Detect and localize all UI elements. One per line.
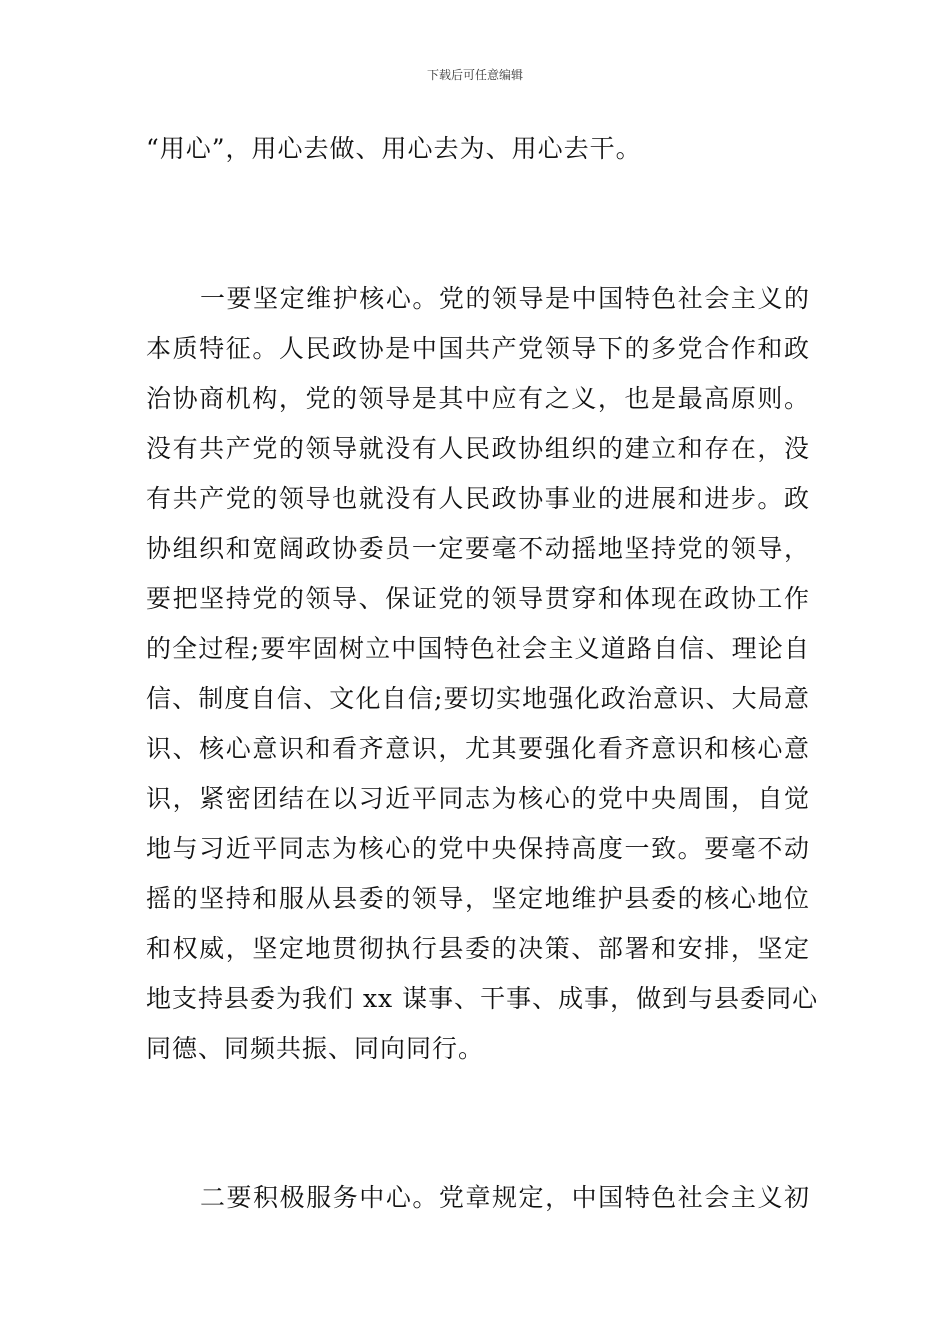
text-line: 同德、同频共振、同向同行。	[146, 1034, 485, 1063]
paragraph-continuation	[146, 124, 810, 174]
text-line: 一要坚定维护核心。党的领导是中国特色社会主义的	[200, 284, 810, 313]
text-line: 二要积极服务中心。党章规定，中国特色社会主义初	[200, 1183, 810, 1212]
text-line: 识、核心意识和看齐意识，尤其要强化看齐意识和核心意	[146, 734, 810, 763]
text-line: 本质特征。人民政协是中国共产党领导下的多党合作和政	[146, 334, 810, 363]
text-line: “用心”，用心去做、用心去为、用心去干。	[146, 134, 642, 163]
text-line: 协组织和宽阔政协委员一定要毫不动摇地坚持党的领导，	[146, 534, 810, 563]
text-line: 地支持县委为我们 xx 谋事、干事、成事，做到与县委同心	[146, 984, 819, 1013]
text-line: 有共产党的领导也就没有人民政协事业的进展和进步。政	[146, 484, 810, 513]
text-line: 和权威，坚定地贯彻执行县委的决策、部署和安排，坚定	[146, 934, 810, 963]
text-line: 信、制度自信、文化自信;要切实地强化政治意识、大局意	[146, 684, 810, 713]
page-header: 下载后可任意编辑	[426, 68, 523, 82]
text-line: 地与习近平同志为核心的党中央保持高度一致。要毫不动	[146, 834, 810, 863]
paragraph-core-leadership	[146, 274, 819, 1074]
text-line: 识，紧密团结在以习近平同志为核心的党中央周围，自觉	[146, 784, 810, 813]
text-line: 摇的坚持和服从县委的领导，坚定地维护县委的核心地位	[146, 884, 810, 913]
text-line: 治协商机构，党的领导是其中应有之义，也是最高原则。	[146, 384, 810, 413]
text-line: 要把坚持党的领导、保证党的领导贯穿和体现在政协工作	[146, 584, 810, 613]
text-line: 的全过程;要牢固树立中国特色社会主义道路自信、理论自	[146, 634, 810, 663]
paragraph-serve-center	[146, 1173, 810, 1223]
text-line: 没有共产党的领导就没有人民政协组织的建立和存在，没	[146, 434, 810, 463]
